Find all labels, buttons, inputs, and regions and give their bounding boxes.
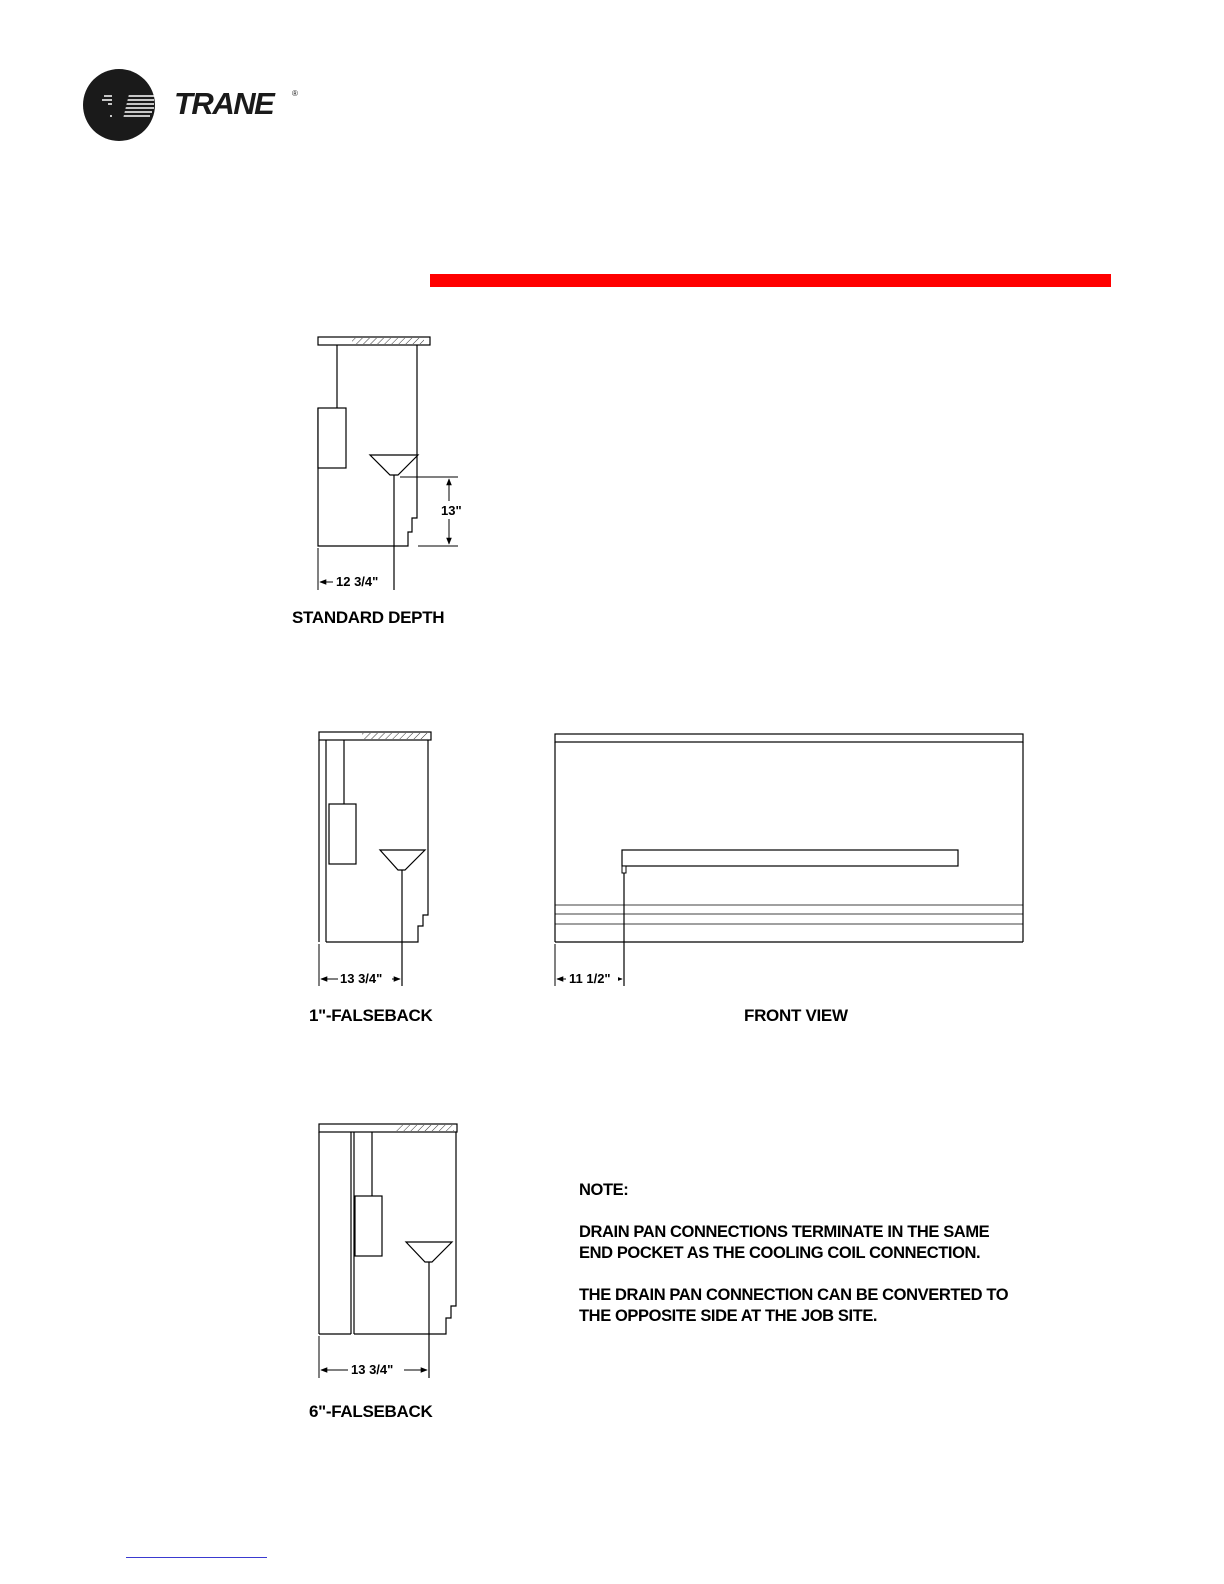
front-offset-dim: 11 1/2" [569, 971, 611, 986]
front-drain-pan [622, 850, 958, 866]
coil-box [318, 408, 346, 468]
falseback-6-caption: 6"-FALSEBACK [309, 1402, 433, 1421]
standard-depth-view [318, 337, 458, 590]
front-view [555, 734, 1023, 986]
note-heading: NOTE: [579, 1181, 629, 1199]
falseback-1-caption: 1"-FALSEBACK [309, 1006, 433, 1025]
falseback-6-depth-dim: 13 3/4" [351, 1362, 394, 1377]
falseback-1-depth-dim: 13 3/4" [340, 971, 383, 986]
registered-mark: ® [292, 89, 298, 98]
trane-wordmark: TRANE [174, 86, 274, 121]
front-view-caption: FRONT VIEW [744, 1006, 848, 1025]
note-line-1b: END POCKET AS THE COOLING COIL CONNECTION. [579, 1244, 981, 1262]
drain-pan [370, 455, 418, 475]
drain-pan-note [579, 1180, 1079, 1348]
note-line-2b: THE OPPOSITE SIDE AT THE JOB SITE. [579, 1307, 878, 1325]
footer-link-underline[interactable] [126, 1557, 267, 1558]
note-line-2a: THE DRAIN PAN CONNECTION CAN BE CONVERTED TO [579, 1286, 1009, 1304]
standard-height-dim: 13" [441, 503, 462, 518]
top-grille [352, 338, 424, 344]
falseback-1-view [319, 732, 431, 986]
standard-depth-caption: STANDARD DEPTH [292, 608, 445, 627]
standard-depth-dim: 12 3/4" [336, 574, 379, 589]
note-line-1a: DRAIN PAN CONNECTIONS TERMINATE IN THE SAME [579, 1223, 990, 1241]
note-paragraph-1 [579, 1222, 1079, 1264]
falseback-6-view [319, 1124, 457, 1378]
note-paragraph-2 [579, 1285, 1079, 1327]
